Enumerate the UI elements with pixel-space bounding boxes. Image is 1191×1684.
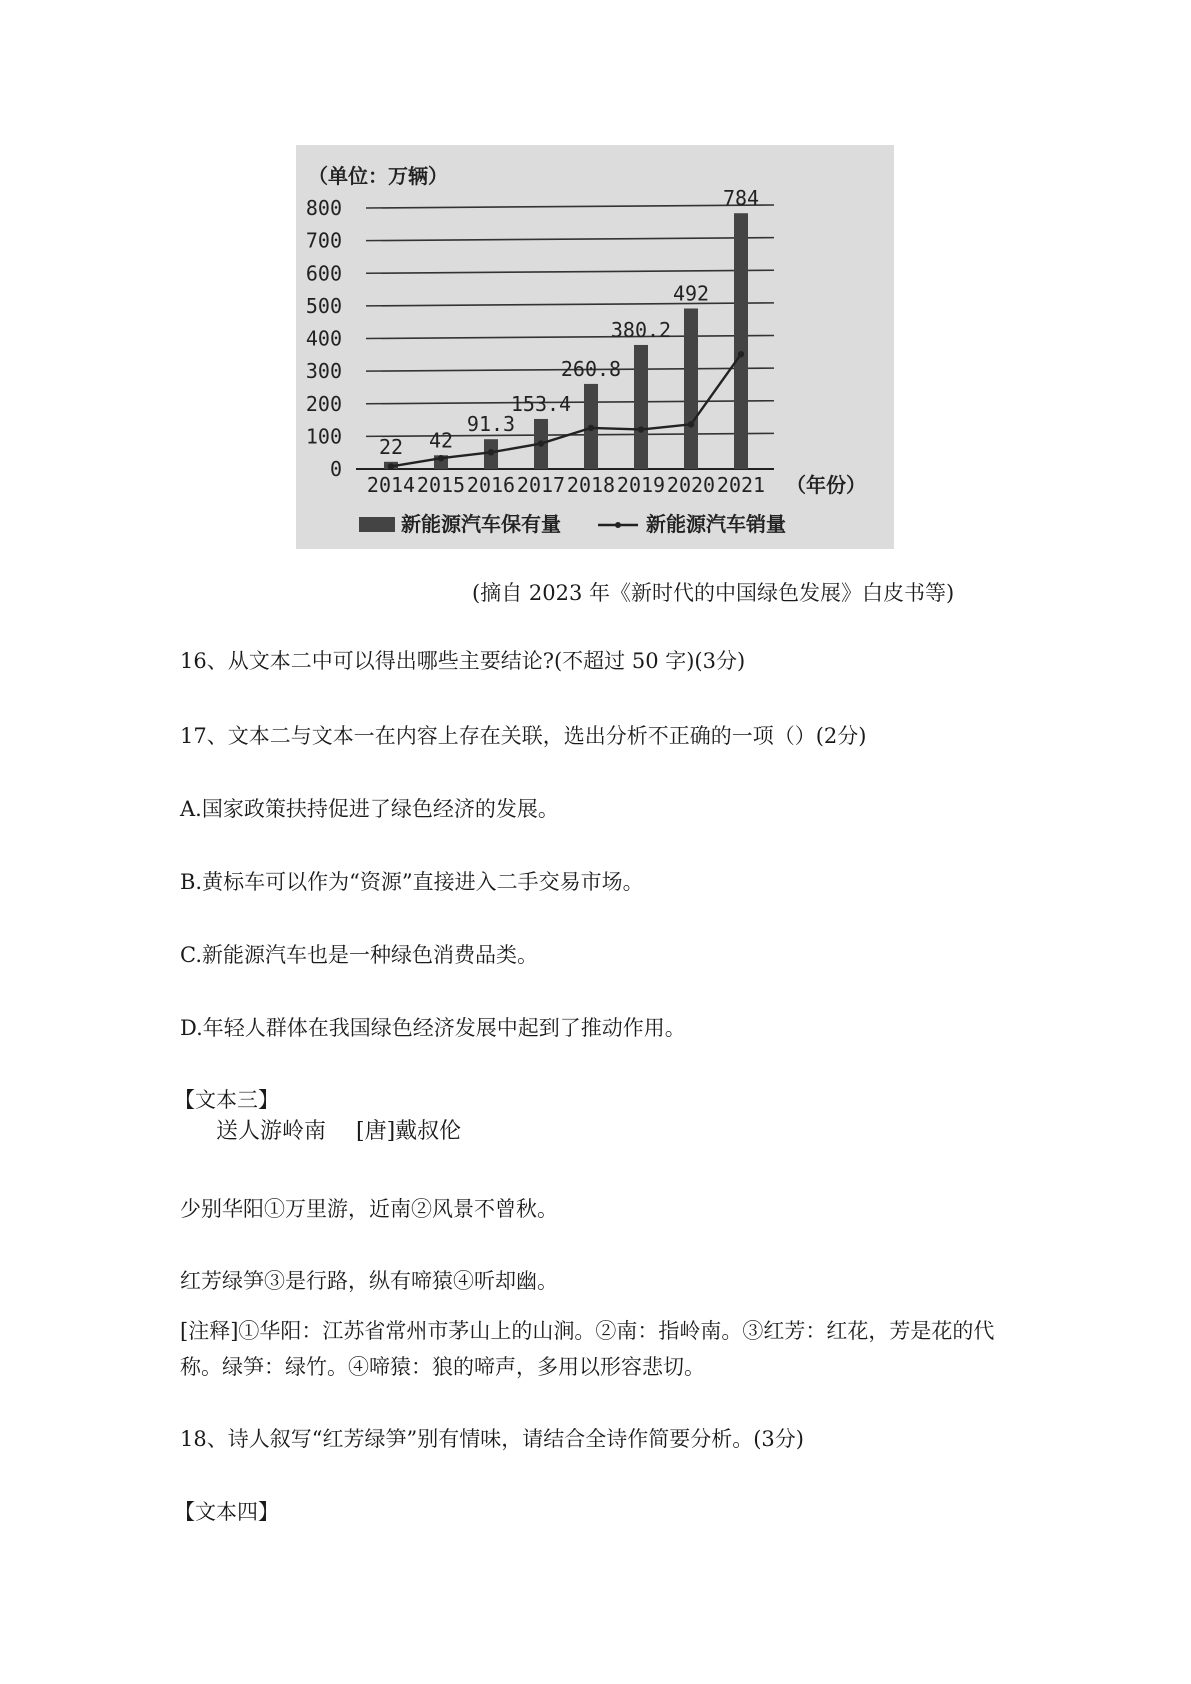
sales-point [538,440,544,446]
bar-value-label: 260.8 [560,356,622,381]
sales-point [588,425,594,431]
sales-point [738,351,744,357]
sales-point [438,455,444,461]
x-tick-label: 2018 [566,473,616,497]
bar-value-label: 380.2 [610,317,672,342]
x-tick-label: 2021 [716,473,766,497]
bar-value-label: 784 [722,186,760,211]
y-tick-label: 100 [305,424,342,449]
legend-line-marker [615,522,621,528]
option-a: A.国家政策扶持促进了绿色经济的发展。 [180,797,559,821]
y-tick-label: 800 [305,196,342,220]
y-tick-label: 0 [329,457,342,481]
bar-value-label: 153.4 [510,391,572,416]
text3-header: 【文本三】 [174,1088,279,1112]
bar-value-label: 492 [672,281,710,306]
bar [684,308,698,469]
y-tick-label: 300 [305,359,342,384]
unit-label: （单位：万辆） [308,164,448,188]
option-d: D.年轻人群体在我国绿色经济发展中起到了推动作用。 [180,1016,686,1040]
x-axis-label: （年份） [786,473,866,497]
y-tick-label: 500 [305,293,342,318]
y-tick-labels [306,196,342,481]
x-tick-labels [367,473,765,497]
legend-bar-label: 新能源汽车保有量 [401,512,561,536]
bar-value-label: 22 [378,434,404,459]
x-tick-label: 2015 [416,473,466,497]
bar [734,213,748,469]
poem-annotation: [注释]①华阳：江苏省常州市茅山上的山涧。②南：指岭南。③红芳：红花，芳是花的代称。绿笋：绿竹。④啼猿：狼的啼声，多用以形容悲切。 [180,1319,995,1379]
bar-value-label: 42 [428,428,454,453]
legend-bar-swatch [359,517,395,532]
poem-title-line [216,1118,461,1146]
y-tick-label: 400 [305,326,342,351]
x-tick-label: 2020 [666,473,716,497]
sales-point [388,463,394,469]
y-tick-label: 700 [305,228,342,253]
source-citation: (摘自 2023 年《新时代的中国绿色发展》白皮书等) [472,581,955,605]
x-tick-label: 2019 [616,473,666,497]
poem-title: 送人游岭南 [216,1119,327,1144]
sales-point [688,421,694,427]
y-tick-label: 600 [305,261,342,286]
bar-value-label: 91.3 [466,412,516,437]
question-17: 17、文本二与文本一在内容上存在关联，选出分析不正确的一项（）(2分) [180,724,867,748]
option-c: C.新能源汽车也是一种绿色消费品类。 [180,943,538,967]
x-tick-label: 2014 [366,473,416,497]
option-b: B.黄标车可以作为“资源”直接进入二手交易市场。 [180,870,644,894]
x-tick-label: 2016 [466,473,516,497]
question-16: 16、从文本二中可以得出哪些主要结论?(不超过 50 字)(3分) [180,649,746,673]
y-tick-label: 200 [305,391,342,416]
bar-line-chart [296,145,894,549]
sales-point [488,449,494,455]
text4-header: 【文本四】 [174,1500,279,1524]
legend-line-label: 新能源汽车销量 [646,512,786,536]
bar [634,345,648,469]
question-18: 18、诗人叙写“红芳绿笋”别有情味，请结合全诗作简要分析。(3分) [180,1427,804,1451]
poem-line-2: 红芳绿笋③是行路，纵有啼猿④听却幽。 [180,1269,558,1293]
sales-point [638,426,644,432]
poem-line-1: 少别华阳①万里游，近南②风景不曾秋。 [180,1197,558,1221]
x-tick-label: 2017 [516,473,566,497]
poem-author: [唐]戴叔伦 [356,1119,462,1144]
